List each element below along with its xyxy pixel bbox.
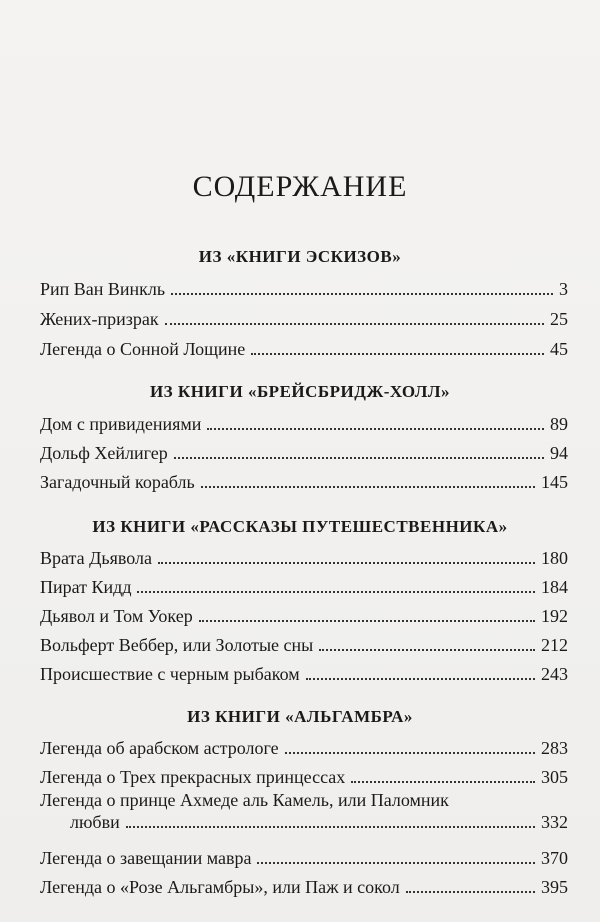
dot-leader	[165, 322, 544, 325]
entry-page: 3	[559, 279, 568, 299]
entry-page: 243	[541, 664, 568, 684]
entry-title: Легенда о завещании мавра	[40, 848, 252, 868]
section-heading: ИЗ КНИГИ «БРЕЙСБРИДЖ-ХОЛЛ»	[149, 382, 451, 401]
entry-page: 180	[541, 548, 568, 568]
dot-leader	[171, 292, 553, 295]
toc-entry	[40, 541, 568, 569]
toc-entry	[40, 760, 568, 788]
dot-leader	[285, 751, 535, 754]
toc-entry	[40, 407, 568, 435]
dot-leader	[137, 590, 535, 593]
toc-entry	[40, 436, 568, 464]
toc-entry	[40, 841, 568, 869]
section-heading: ИЗ КНИГИ «АЛЬГАМБРА»	[187, 707, 413, 726]
entry-page: 192	[541, 606, 568, 626]
section-heading: ИЗ «КНИГИ ЭСКИЗОВ»	[198, 247, 402, 266]
entry-page: 332	[541, 812, 568, 832]
toc-entry	[40, 465, 568, 493]
entry-page: 94	[550, 443, 568, 463]
entry-title: Пират Кидд	[40, 577, 132, 597]
toc-entry	[40, 599, 568, 627]
entry-page: 212	[541, 635, 568, 655]
entry-title: Вольферт Веббер, или Золотые сны	[40, 635, 314, 655]
entry-title-line2: любви	[70, 812, 120, 832]
entry-title: Легенда о принце Ахмеде аль Камель, или Паломник	[40, 790, 449, 810]
entry-title: Загадочный корабль	[40, 472, 195, 492]
dot-leader	[257, 861, 535, 864]
entry-title-continuation	[40, 811, 568, 833]
entry-page: 145	[541, 472, 568, 492]
entry-title: Дольф Хейлигер	[40, 443, 168, 463]
dot-leader	[126, 825, 535, 828]
entry-title: Рип Ван Винкль	[40, 279, 166, 299]
toc-entry	[40, 272, 568, 300]
toc-entry	[40, 731, 568, 759]
page-title: СОДЕРЖАНИЕ	[192, 170, 408, 203]
dot-leader	[174, 456, 544, 459]
entry-page: 184	[541, 577, 568, 597]
entry-title: Легенда об арабском астрологе	[40, 738, 279, 758]
dot-leader	[207, 427, 544, 430]
entry-page: 305	[541, 767, 568, 787]
toc-entry	[40, 332, 568, 360]
entry-title: Легенда о Сонной Лощине	[40, 339, 246, 359]
entry-title: Дьявол и Том Уокер	[40, 606, 193, 626]
dot-leader	[199, 619, 535, 622]
dot-leader	[306, 677, 535, 680]
entry-title: Легенда о Трех прекрасных принцессах	[40, 767, 346, 787]
entry-page: 370	[541, 848, 568, 868]
dot-leader	[406, 890, 535, 893]
entry-title: Происшествие с черным рыбаком	[40, 664, 300, 684]
dot-leader	[158, 561, 535, 564]
entry-page: 45	[550, 339, 568, 359]
dot-leader	[351, 780, 535, 783]
toc-entry	[40, 870, 568, 898]
entry-title: Дом с привидениями	[40, 414, 202, 434]
toc-entry	[40, 789, 568, 839]
dot-leader	[201, 485, 535, 488]
entry-title: Врата Дьявола	[40, 548, 152, 568]
dot-leader	[319, 648, 535, 651]
entry-title: Жених-призрак	[40, 309, 159, 329]
section-heading: ИЗ КНИГИ «РАССКАЗЫ ПУТЕШЕСТВЕННИКА»	[92, 517, 508, 536]
toc-entry	[40, 657, 568, 685]
entry-page: 25	[550, 309, 568, 329]
dot-leader	[251, 352, 544, 355]
toc-entry	[40, 570, 568, 598]
toc-entry	[40, 302, 568, 330]
entry-title: Легенда о «Розе Альгамбры», или Паж и сокол	[40, 877, 400, 897]
entry-page: 283	[541, 738, 568, 758]
entry-page: 89	[550, 414, 568, 434]
entry-page: 395	[541, 877, 568, 897]
toc-entry	[40, 628, 568, 656]
